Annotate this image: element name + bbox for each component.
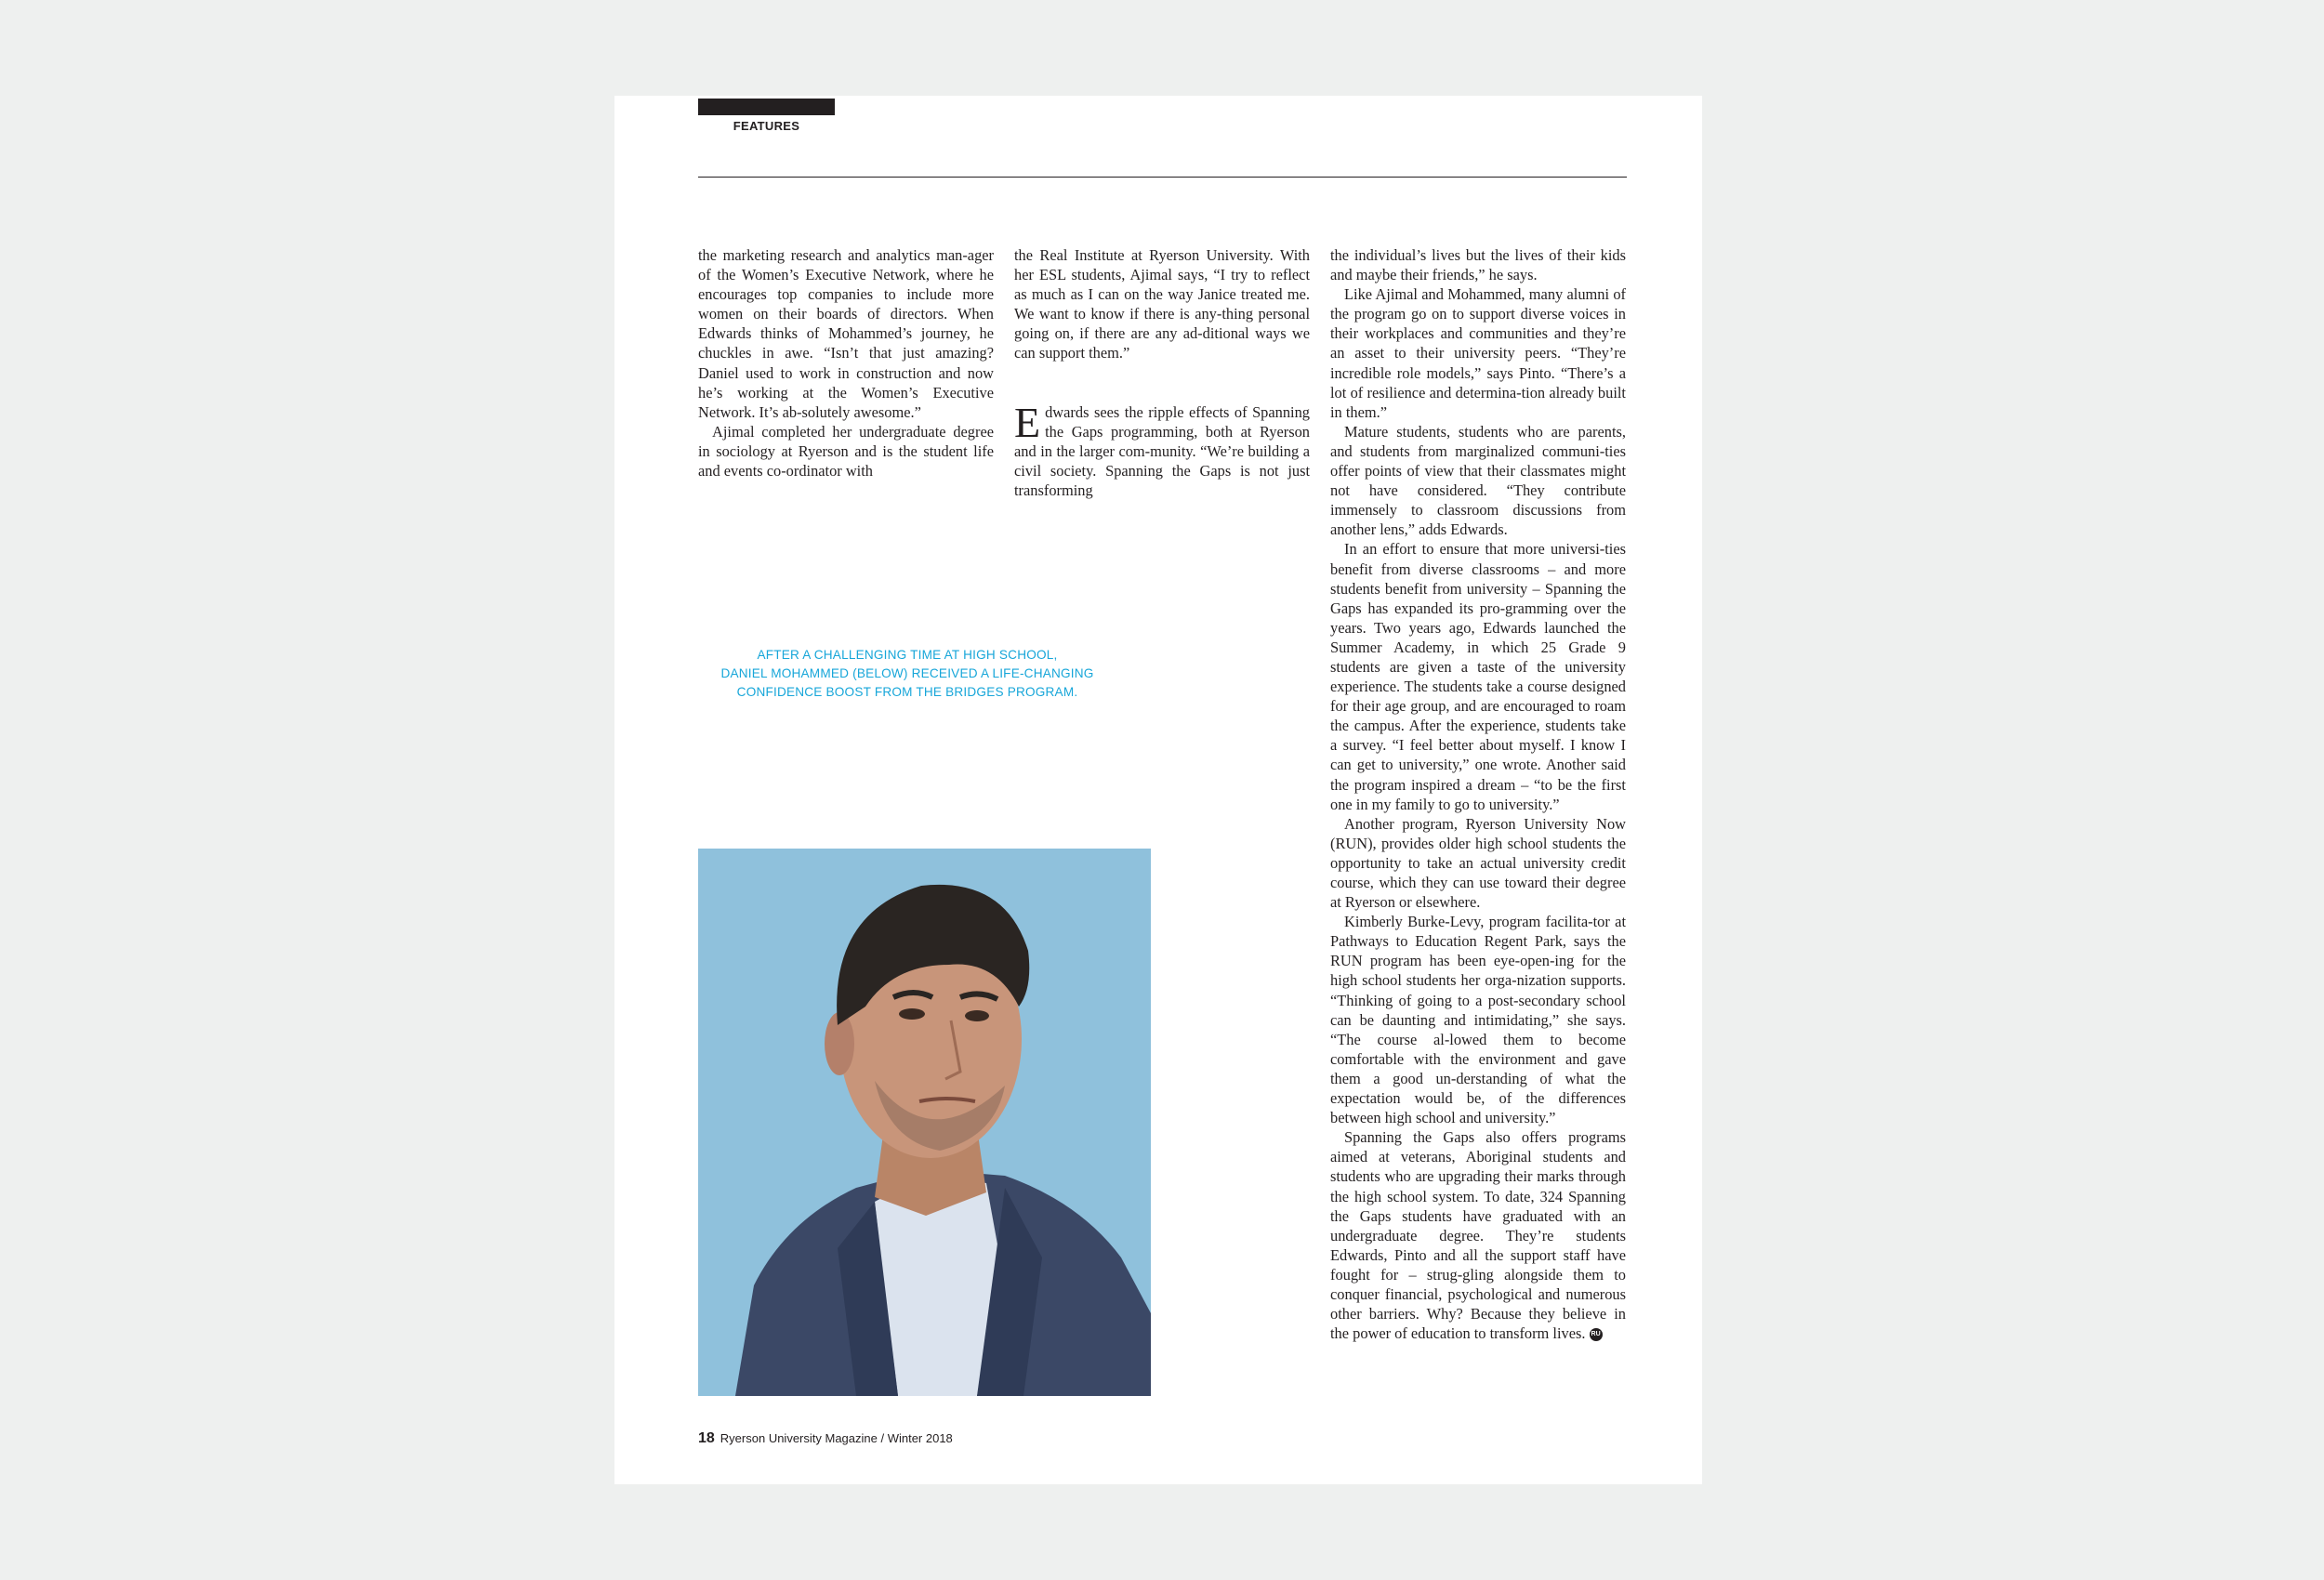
paragraph: Like Ajimal and Mohammed, many alumni of the program go on to support diverse voices in their workplaces and communities and they’re an asset to their university peers. “They’re incredible role models,” says Pinto. “There’s a lot of resilience and determina-tion already built in them.” — [1330, 285, 1626, 421]
text-column-3 — [1330, 245, 1626, 1407]
page-footer — [698, 1430, 953, 1447]
magazine-page — [614, 96, 1702, 1484]
page-number: 18 — [698, 1430, 715, 1446]
end-mark-icon: RU — [1590, 1328, 1603, 1341]
caption-line: AFTER A CHALLENGING TIME AT HIGH SCHOOL, — [757, 648, 1058, 662]
paragraph: Ajimal completed her undergraduate degree in sociology at Ryerson and is the student life and events co-ordinator with — [698, 422, 994, 481]
paragraph: Kimberly Burke-Levy, program facilita-tor at Pathways to Education Regent Park, says the RUN program has been eye-open-ing for the high school students her orga-nization supports. “Thinking of going to a post-secondary school can be daunting and intimidating,” she says. “The course al-lowed them to become comfortable with the environment and gave them a good un-derstanding of what the expectation would be, of the differences between high school and university.” — [1330, 913, 1626, 1127]
drop-cap: E — [1014, 398, 1041, 446]
paragraph-text: dwards sees the ripple effects of Spanning the Gaps programming, both at Ryerson and in the larger com-munity. “We’re building a civil society. Spanning the Gaps is not just transforming — [1014, 402, 1310, 499]
paragraph-text: Spanning the Gaps also offers programs aimed at veterans, Aboriginal students and students who are upgrading their marks through the high school system. To date, 324 Spanning the Gaps students have graduated with an undergraduate degree. They’re students Edwards, Pinto and all the support staff have fought for – strug-gling alongside them to conquer financial, psychological and numerous other barriers. Why? Because they believe in the power of education to transform lives. — [1330, 1128, 1626, 1343]
text-column-2 — [1014, 245, 1310, 500]
paragraph: the Real Institute at Ryerson University. With her ESL students, Ajimal says, “I try to reflect as much as I can on the way Janice treated me. We want to know if there is any-thing personal going on, if there are any ad-ditional ways we can support them.” — [1014, 246, 1310, 362]
caption-line: DANIEL MOHAMMED (BELOW) RECEIVED A LIFE-CHANGING — [720, 666, 1094, 680]
paragraph — [1330, 1127, 1626, 1343]
paragraph: Another program, Ryerson University Now (RUN), provides older high school students the opportunity to take an actual university credit course, which they can use toward their degree at Ryerson or elsewhere. — [1330, 814, 1626, 912]
text-column-1 — [698, 245, 994, 481]
paragraph: In an effort to ensure that more universi-ties benefit from diverse classrooms – and more students benefit from university – Spanning the Gaps has expanded its pro-gramming over the years. Two years ago, Edwards launched the Summer Academy, in which 25 Grade 9 students are given a taste of the university experience. The students take a course designed for their age group, and are encouraged to roam the campus. After the experience, students take a survey. “I feel better about myself. I know I can get to university,” one wrote. Another said the program inspired a dream – “to be the first one in my family to go to university.” — [1330, 540, 1626, 813]
portrait-illustration — [698, 849, 1151, 1396]
publication-name: Ryerson University Magazine / Winter 2018 — [720, 1431, 953, 1445]
paragraph: the marketing research and analytics man-ager of the Women’s Executive Network, where he encourages top companies to include more women on their boards of directors. When Edwards thinks of Mohammed’s journey, he chuckles in awe. “Isn’t that just amazing? Daniel used to work in construction and now he’s working at the Women’s Executive Network. It’s ab-solutely awesome.” — [698, 246, 994, 421]
section-bar — [698, 99, 835, 115]
header-rule — [698, 177, 1627, 178]
paragraph: Mature students, students who are parents, and students from marginalized communi-ties offer points of view that their classmates might not have considered. “They contribute immensely to classroom discussions from another lens,” adds Edwards. — [1330, 422, 1626, 539]
section-label: FEATURES — [733, 119, 800, 133]
paragraph: the individual’s lives but the lives of their kids and maybe their friends,” he says. — [1330, 246, 1626, 284]
photo-caption — [707, 646, 1107, 702]
paragraph — [1014, 398, 1310, 500]
portrait-photo — [698, 849, 1151, 1396]
caption-line: CONFIDENCE BOOST FROM THE BRIDGES PROGRAM. — [736, 685, 1078, 699]
